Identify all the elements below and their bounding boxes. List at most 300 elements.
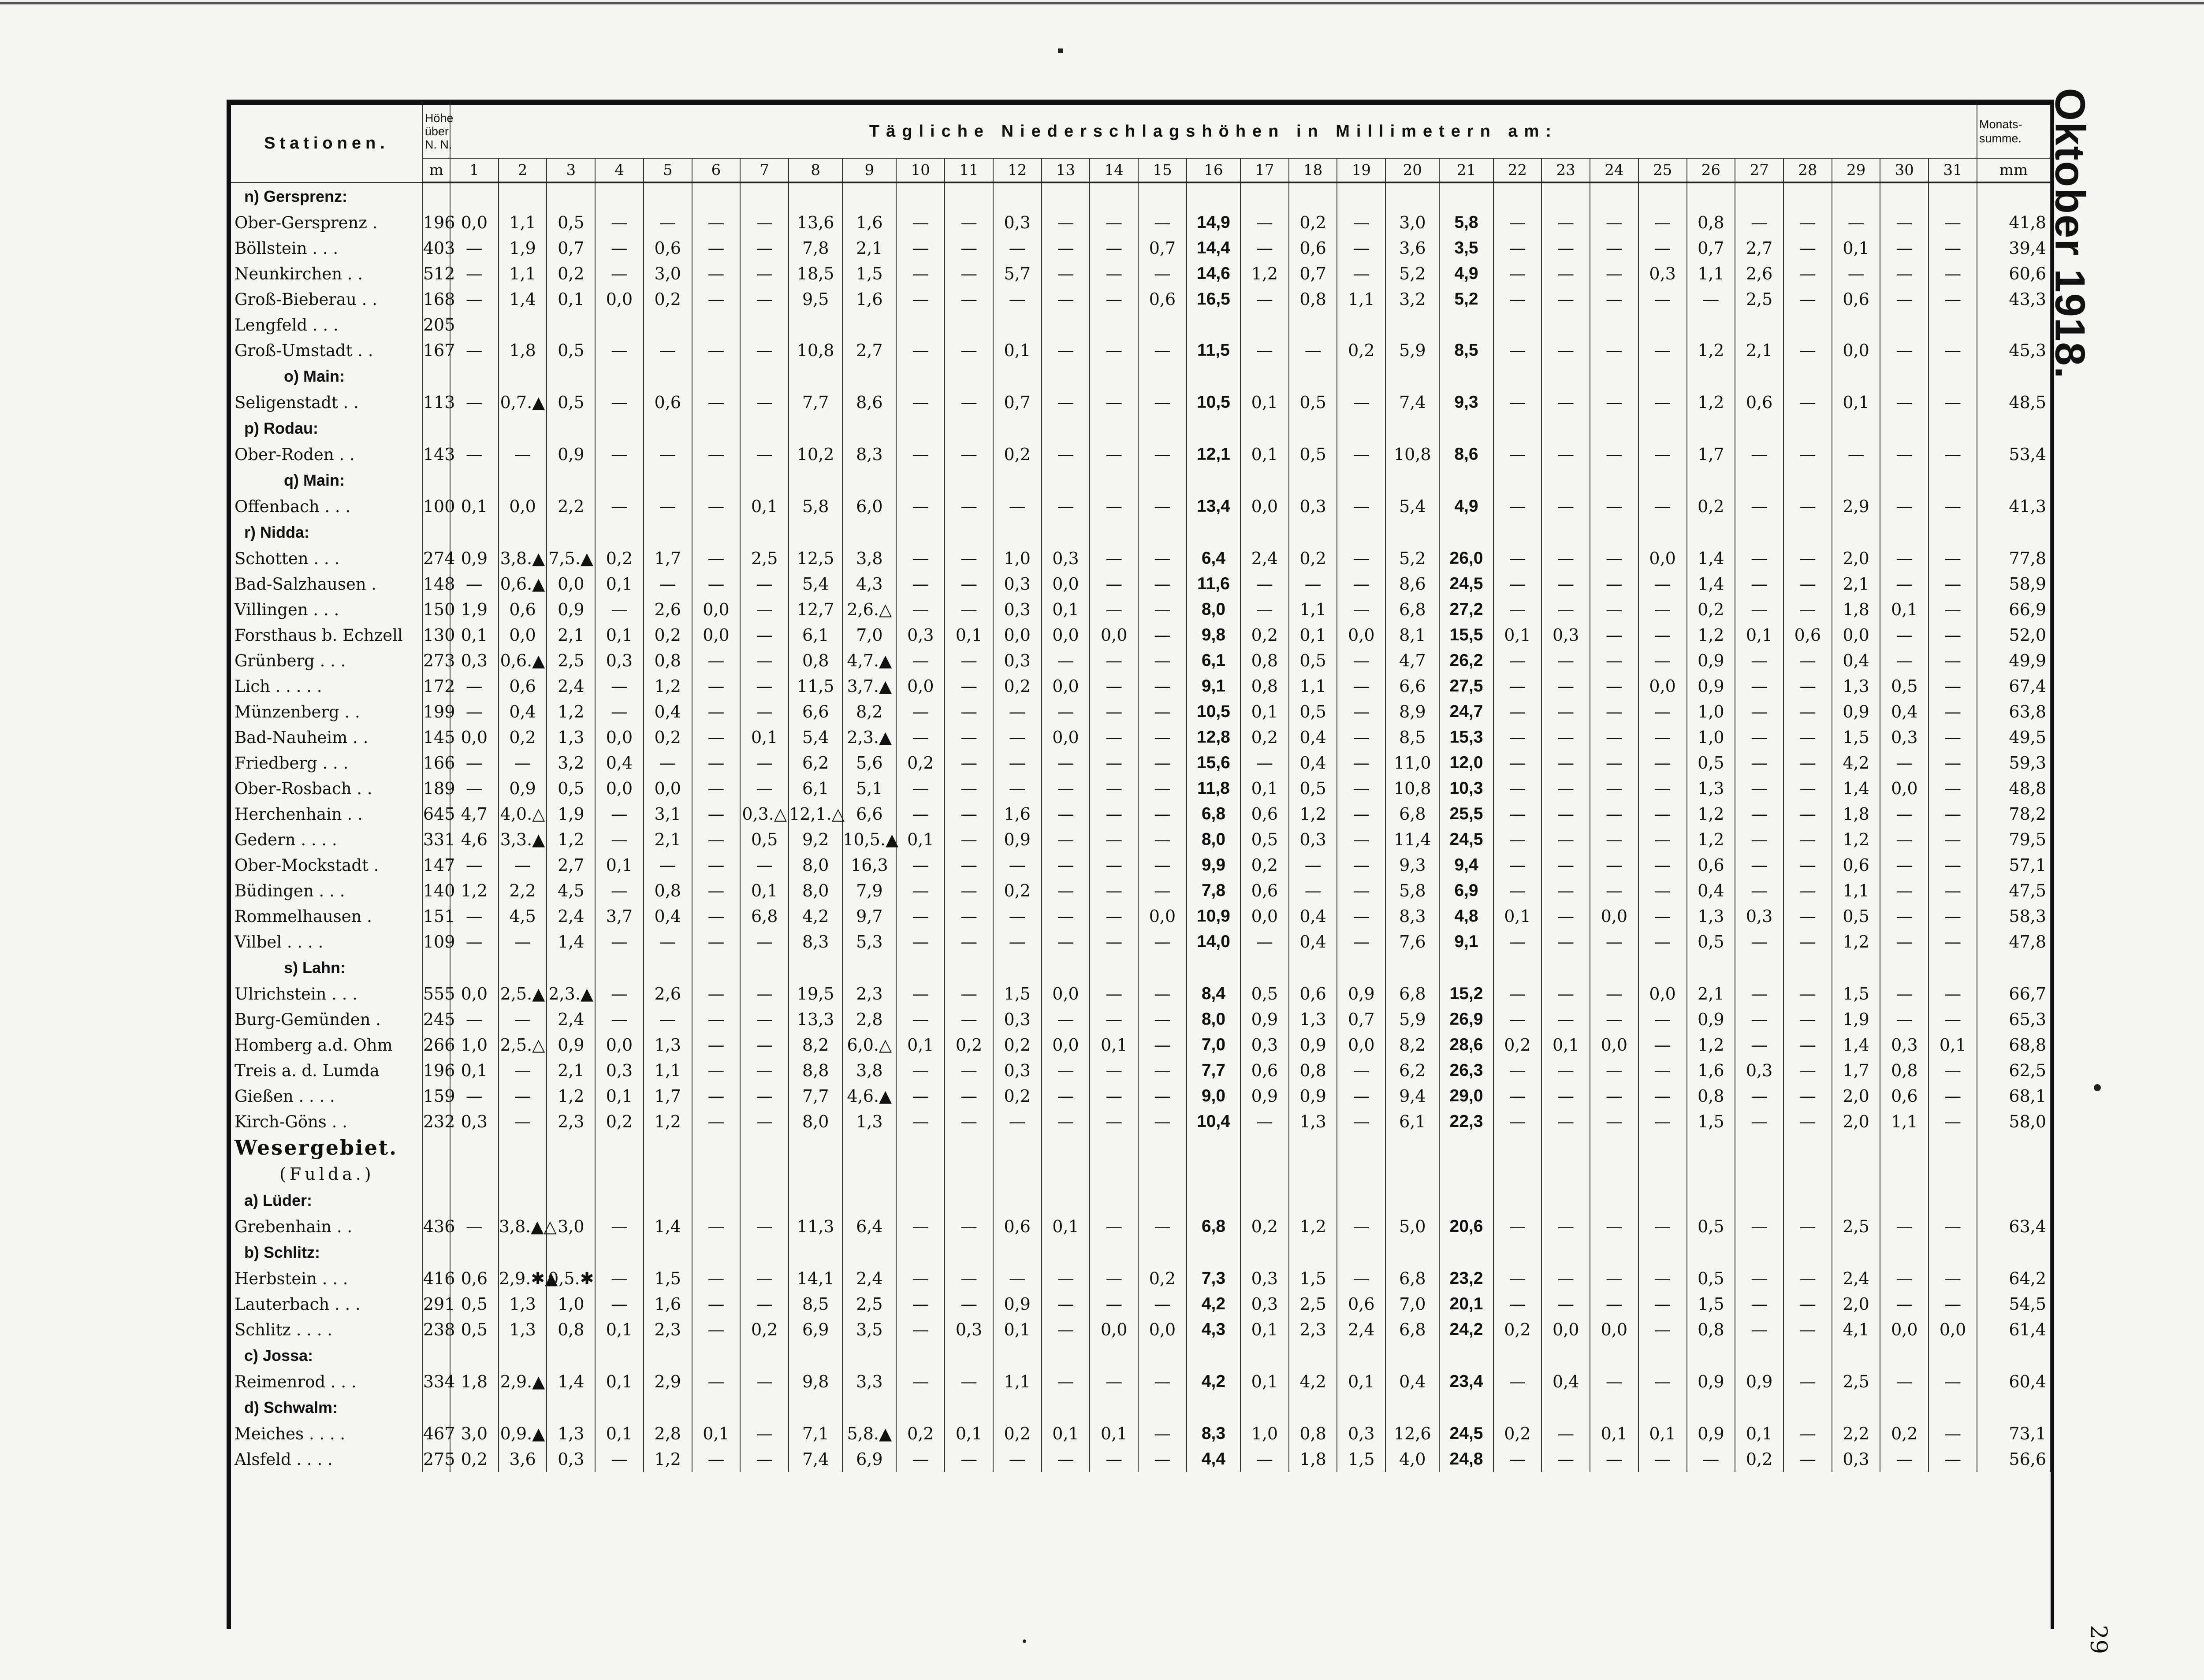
rainfall-cell: — xyxy=(1590,1007,1638,1032)
rainfall-cell: — xyxy=(993,286,1042,312)
rainfall-cell: 2,1 xyxy=(1832,571,1880,597)
rainfall-cell: — xyxy=(1638,1214,1687,1239)
rainfall-cell: — xyxy=(1541,546,1590,571)
rainfall-cell: 0,9 xyxy=(1687,673,1735,699)
station-row xyxy=(231,1317,2050,1342)
empty-cell xyxy=(450,955,499,981)
rainfall-cell: 2,0 xyxy=(1832,1109,1880,1134)
empty-cell xyxy=(450,1394,499,1421)
empty-cell xyxy=(1880,182,1928,210)
rainfall-cell: — xyxy=(1541,648,1590,673)
rainfall-cell: — xyxy=(1042,1317,1090,1342)
empty-cell xyxy=(547,415,595,442)
rainfall-cell: — xyxy=(1928,648,1977,673)
rainfall-cell: — xyxy=(1687,286,1735,312)
rainfall-cell: — xyxy=(1042,827,1090,852)
rainfall-cell: — xyxy=(450,286,499,312)
rainfall-cell: 1,2 xyxy=(1687,338,1735,363)
empty-cell xyxy=(1638,415,1687,442)
rainfall-cell: — xyxy=(993,852,1042,878)
rainfall-cell: — xyxy=(1090,1083,1138,1109)
empty-cell xyxy=(1687,467,1735,494)
empty-cell xyxy=(1240,955,1289,981)
station-name: Neunkirchen . . xyxy=(231,261,423,286)
rainfall-cell xyxy=(1687,312,1735,338)
station-name: Ober-Roden . . xyxy=(231,442,423,467)
rainfall-cell: — xyxy=(1541,699,1590,725)
table-header xyxy=(231,105,2050,182)
sum-unit: mm xyxy=(1977,158,2050,182)
empty-cell xyxy=(1687,955,1735,981)
rainfall-cell: — xyxy=(1880,622,1928,648)
rainfall-cell: — xyxy=(1590,546,1638,571)
station-name: Homberg a.d. Ohm xyxy=(231,1032,423,1058)
elevation-cell: 645 xyxy=(423,801,450,827)
rainfall-cell: — xyxy=(1832,261,1880,286)
day-header: 6 xyxy=(692,158,741,182)
rainfall-cell: — xyxy=(740,1109,789,1134)
rainfall-cell: 2,4 xyxy=(547,1007,595,1032)
empty-cell xyxy=(842,1342,896,1369)
rainfall-cell: — xyxy=(1090,776,1138,801)
rainfall-cell: 8,0 xyxy=(1187,597,1240,622)
rainfall-cell: — xyxy=(1735,750,1783,776)
rainfall-cell: — xyxy=(1138,878,1187,903)
empty-cell xyxy=(1832,1134,1880,1161)
rainfall-cell: — xyxy=(499,1058,547,1083)
empty-cell xyxy=(789,182,842,210)
empty-cell xyxy=(1385,519,1439,546)
rainfall-cell: 0,5 xyxy=(547,776,595,801)
rainfall-cell xyxy=(450,312,499,338)
rainfall-cell: — xyxy=(740,1007,789,1032)
rainfall-cell: 1,2 xyxy=(1289,1214,1337,1239)
rainfall-cell: — xyxy=(1638,286,1687,312)
rainfall-cell: — xyxy=(1928,1369,1977,1394)
rainfall-cell: — xyxy=(1090,235,1138,261)
rainfall-cell: 0,3 xyxy=(450,1109,499,1134)
rainfall-cell: 8,0 xyxy=(789,852,842,878)
rainfall-cell: — xyxy=(1638,648,1687,673)
rainfall-cell: 0,1 xyxy=(1240,776,1289,801)
rainfall-cell: — xyxy=(1880,1266,1928,1291)
rainfall-cell: 0,0 xyxy=(450,725,499,750)
rainfall-cell: — xyxy=(595,878,644,903)
rainfall-cell xyxy=(499,312,547,338)
empty-cell xyxy=(1977,519,2050,546)
rainfall-cell: — xyxy=(1493,673,1542,699)
rainfall-cell: — xyxy=(450,673,499,699)
rainfall-cell: — xyxy=(1138,648,1187,673)
rainfall-cell: 0,1 xyxy=(993,1317,1042,1342)
rainfall-cell: — xyxy=(595,390,644,415)
empty-cell xyxy=(450,467,499,494)
station-row xyxy=(231,1369,2050,1394)
rainfall-cell: 0,3 xyxy=(993,597,1042,622)
rainfall-cell: 0,3 xyxy=(1337,1421,1385,1446)
rainfall-cell: — xyxy=(1138,442,1187,467)
empty-cell xyxy=(993,182,1042,210)
rainfall-cell: 0,2 xyxy=(1687,494,1735,519)
rainfall-cell: — xyxy=(450,903,499,929)
monthly-sum-cell: 78,2 xyxy=(1977,801,2050,827)
rainfall-cell: — xyxy=(1138,338,1187,363)
empty-cell xyxy=(1439,1342,1493,1369)
empty-cell xyxy=(1880,1161,1928,1187)
rainfall-cell: 0,6 xyxy=(1289,981,1337,1007)
empty-cell xyxy=(1090,1239,1138,1266)
rainfall-cell: 0,3 xyxy=(1880,725,1928,750)
empty-cell xyxy=(1977,1134,2050,1161)
station-name: Rommelhausen . xyxy=(231,903,423,929)
rainfall-cell: — xyxy=(1783,442,1832,467)
rainfall-cell: 14,4 xyxy=(1187,235,1240,261)
empty-cell xyxy=(547,955,595,981)
scan-edge-mark xyxy=(0,2,2204,4)
rainfall-cell: — xyxy=(1735,571,1783,597)
rainfall-cell: 14,6 xyxy=(1187,261,1240,286)
empty-cell xyxy=(692,415,741,442)
rainfall-cell: 2,4 xyxy=(1240,546,1289,571)
empty-cell xyxy=(1928,467,1977,494)
station-row xyxy=(231,312,2050,338)
empty-cell xyxy=(1783,519,1832,546)
empty-cell xyxy=(1385,1134,1439,1161)
rainfall-cell: 0,3 xyxy=(993,210,1042,235)
rainfall-cell: — xyxy=(1735,494,1783,519)
empty-cell xyxy=(789,519,842,546)
rainfall-cell: 0,1 xyxy=(1090,1421,1138,1446)
empty-cell xyxy=(1385,363,1439,390)
rainfall-cell: — xyxy=(896,338,945,363)
rainfall-cell: — xyxy=(896,1317,945,1342)
empty-cell xyxy=(1337,519,1385,546)
rainfall-cell: 0,6.▲ xyxy=(499,648,547,673)
empty-cell xyxy=(499,415,547,442)
rainfall-cell: — xyxy=(595,261,644,286)
station-name: Forsthaus b. Echzell xyxy=(231,622,423,648)
rainfall-cell: — xyxy=(1590,699,1638,725)
elevation-cell: 334 xyxy=(423,1369,450,1394)
empty-cell xyxy=(1783,1394,1832,1421)
rainfall-cell: — xyxy=(1090,571,1138,597)
empty-cell xyxy=(1240,1187,1289,1214)
empty-cell xyxy=(1187,1187,1240,1214)
empty-cell xyxy=(1541,415,1590,442)
rainfall-cell: 2,5.▲ xyxy=(499,981,547,1007)
rainfall-cell: 0,9 xyxy=(1687,1369,1735,1394)
rainfall-cell: — xyxy=(1493,494,1542,519)
rainfall-cell: — xyxy=(1880,1291,1928,1317)
empty-cell xyxy=(1439,363,1493,390)
empty-cell xyxy=(450,1187,499,1214)
rainfall-cell: — xyxy=(896,571,945,597)
day-header: 9 xyxy=(842,158,896,182)
rainfall-cell xyxy=(1337,312,1385,338)
rainfall-cell: — xyxy=(740,750,789,776)
rainfall-cell: — xyxy=(1337,699,1385,725)
elevation-cell: 166 xyxy=(423,750,450,776)
empty-cell xyxy=(1090,955,1138,981)
rainfall-cell xyxy=(1138,312,1187,338)
rainfall-cell: 1,6 xyxy=(842,286,896,312)
rainfall-cell: 18,5 xyxy=(789,261,842,286)
rainfall-cell: 0,9 xyxy=(1289,1083,1337,1109)
station-row xyxy=(231,261,2050,286)
rainfall-cell: — xyxy=(1337,776,1385,801)
rainfall-cell: — xyxy=(1541,878,1590,903)
rainfall-cell: 5,4 xyxy=(789,571,842,597)
empty-cell xyxy=(1735,1134,1783,1161)
rainfall-cell: 2,6.△ xyxy=(842,597,896,622)
rainfall-cell: 2,9 xyxy=(1832,494,1880,519)
empty-cell xyxy=(1187,955,1240,981)
empty-cell xyxy=(789,1342,842,1369)
rainfall-cell: 4,0 xyxy=(1385,1446,1439,1472)
empty-cell xyxy=(1493,1134,1542,1161)
empty-cell xyxy=(945,1342,993,1369)
rainfall-cell: 2,9.▲ xyxy=(499,1369,547,1394)
rainfall-cell: — xyxy=(740,1083,789,1109)
rainfall-cell: 2,9.✱▲ xyxy=(499,1266,547,1291)
rainfall-cell: 3,7.▲ xyxy=(842,673,896,699)
rainfall-cell: 20,6 xyxy=(1439,1214,1493,1239)
rainfall-cell: 0,8 xyxy=(1687,1083,1735,1109)
rainfall-cell: 0,2 xyxy=(1493,1032,1542,1058)
rainfall-cell: 0,3 xyxy=(547,1446,595,1472)
rainfall-cell: — xyxy=(1541,1058,1590,1083)
empty-cell xyxy=(1735,467,1783,494)
rainfall-cell: — xyxy=(1928,827,1977,852)
rainfall-cell: — xyxy=(644,338,692,363)
rainfall-cell: — xyxy=(1880,390,1928,415)
rainfall-cell: 13,6 xyxy=(789,210,842,235)
empty-cell xyxy=(1783,1187,1832,1214)
rainfall-cell: — xyxy=(1493,852,1542,878)
rainfall-cell: — xyxy=(692,1007,741,1032)
empty-cell xyxy=(1590,1161,1638,1187)
empty-cell xyxy=(595,1187,644,1214)
rainfall-cell: — xyxy=(945,286,993,312)
rainfall-cell: 2,1 xyxy=(644,827,692,852)
rainfall-cell: — xyxy=(1493,571,1542,597)
rainfall-cell: 1,3 xyxy=(499,1317,547,1342)
rainfall-cell: — xyxy=(740,261,789,286)
station-row xyxy=(231,750,2050,776)
rainfall-cell: 0,3 xyxy=(993,571,1042,597)
rainfall-cell: — xyxy=(1590,929,1638,955)
river-group-label: d) Schwalm: xyxy=(231,1394,423,1421)
rainfall-cell: 0,1 xyxy=(1493,622,1542,648)
rainfall-cell: — xyxy=(1541,571,1590,597)
rainfall-cell: — xyxy=(945,571,993,597)
rainfall-cell: — xyxy=(740,673,789,699)
station-row xyxy=(231,494,2050,519)
station-name: Treis a. d. Lumda xyxy=(231,1058,423,1083)
rainfall-cell: — xyxy=(595,338,644,363)
rainfall-cell: — xyxy=(740,699,789,725)
rainfall-cell: 0,6.▲ xyxy=(499,571,547,597)
empty-cell xyxy=(692,955,741,981)
rainfall-cell: 0,1 xyxy=(740,725,789,750)
rainfall-cell: — xyxy=(1138,571,1187,597)
empty-cell xyxy=(644,519,692,546)
empty-cell xyxy=(842,1187,896,1214)
rainfall-cell: — xyxy=(1090,494,1138,519)
rainfall-cell: — xyxy=(1042,750,1090,776)
rainfall-cell: 8,0 xyxy=(789,1109,842,1134)
empty-cell xyxy=(1042,363,1090,390)
rainfall-cell: — xyxy=(945,1266,993,1291)
rainfall-cell: 1,8 xyxy=(450,1369,499,1394)
empty-cell xyxy=(789,955,842,981)
rainfall-cell: — xyxy=(993,750,1042,776)
rainfall-cell: — xyxy=(692,1266,741,1291)
rainfall-cell: — xyxy=(1138,1421,1187,1446)
rainfall-cell: 0,9 xyxy=(1735,1369,1783,1394)
rainfall-cell: — xyxy=(896,1214,945,1239)
rainfall-cell: 2,5 xyxy=(1832,1214,1880,1239)
rainfall-cell: 26,2 xyxy=(1439,648,1493,673)
empty-cell xyxy=(644,363,692,390)
rainfall-cell: 1,3 xyxy=(1687,776,1735,801)
empty-cell xyxy=(1042,415,1090,442)
rainfall-cell: 5,7 xyxy=(993,261,1042,286)
empty-cell xyxy=(547,1394,595,1421)
rainfall-cell: 2,5 xyxy=(1735,286,1783,312)
rainfall-cell: — xyxy=(595,1291,644,1317)
rainfall-cell: — xyxy=(644,750,692,776)
rainfall-cell: — xyxy=(1928,981,1977,1007)
rainfall-cell: 6,4 xyxy=(842,1214,896,1239)
elevation-cell: 148 xyxy=(423,571,450,597)
rainfall-cell: — xyxy=(896,1058,945,1083)
rainfall-cell: 1,3 xyxy=(547,725,595,750)
empty-cell xyxy=(896,1161,945,1187)
rainfall-cell: 20,1 xyxy=(1439,1291,1493,1317)
empty-cell xyxy=(1385,1394,1439,1421)
rainfall-cell: 2,3.▲ xyxy=(547,981,595,1007)
rainfall-cell: — xyxy=(1541,1109,1590,1134)
empty-cell xyxy=(644,467,692,494)
monthly-sum-cell: 64,2 xyxy=(1977,1266,2050,1291)
rainfall-cell: — xyxy=(1638,1369,1687,1394)
rainfall-cell: — xyxy=(945,210,993,235)
empty-cell xyxy=(1138,1239,1187,1266)
rainfall-cell: 6,6 xyxy=(842,801,896,827)
rainfall-cell: — xyxy=(595,235,644,261)
rainfall-cell: — xyxy=(1928,750,1977,776)
rainfall-cell: 1,4 xyxy=(1687,546,1735,571)
rainfall-cell: 0,6 xyxy=(499,673,547,699)
rainfall-cell: 4,9 xyxy=(1439,494,1493,519)
rainfall-cell: — xyxy=(1928,725,1977,750)
rainfall-cell: — xyxy=(1042,1007,1090,1032)
empty-cell xyxy=(1439,182,1493,210)
rainfall-cell: — xyxy=(1638,699,1687,725)
rainfall-cell: — xyxy=(595,801,644,827)
rainfall-cell: 4,4 xyxy=(1187,1446,1240,1472)
rainfall-cell xyxy=(993,312,1042,338)
empty-cell xyxy=(1289,1394,1337,1421)
rainfall-cell: 5,4 xyxy=(789,725,842,750)
rainfall-cell: — xyxy=(1042,286,1090,312)
elevation-cell: 273 xyxy=(423,648,450,673)
rainfall-cell: — xyxy=(1928,1291,1977,1317)
empty-cell xyxy=(1240,363,1289,390)
rainfall-cell: 9,3 xyxy=(1439,390,1493,415)
empty-cell xyxy=(896,363,945,390)
rainfall-cell: 1,2 xyxy=(1687,622,1735,648)
empty-cell xyxy=(789,363,842,390)
rainfall-cell: 1,8 xyxy=(1289,1446,1337,1472)
empty-cell xyxy=(1187,182,1240,210)
rainfall-cell: — xyxy=(450,699,499,725)
elevation-cell: 172 xyxy=(423,673,450,699)
elevation-cell: 113 xyxy=(423,390,450,415)
rainfall-cell: — xyxy=(1493,750,1542,776)
scan-dot xyxy=(1058,48,1063,53)
empty-cell xyxy=(1977,182,2050,210)
day-header: 11 xyxy=(945,158,993,182)
rainfall-cell: 0,2 xyxy=(1240,725,1289,750)
rainfall-cell: — xyxy=(1337,903,1385,929)
elevation-cell: 205 xyxy=(423,312,450,338)
rainfall-cell: — xyxy=(945,750,993,776)
rainfall-cell: 0,8 xyxy=(1687,1317,1735,1342)
rainfall-cell: — xyxy=(896,597,945,622)
rainfall-cell: 0,4 xyxy=(1832,648,1880,673)
station-row xyxy=(231,1007,2050,1032)
rainfall-cell: 0,0 xyxy=(1928,1317,1977,1342)
station-name: Seligenstadt . . xyxy=(231,390,423,415)
rainfall-cell: 9,5 xyxy=(789,286,842,312)
monthly-sum-cell: 45,3 xyxy=(1977,338,2050,363)
rainfall-cell: 3,1 xyxy=(644,801,692,827)
rainfall-cell: 0,8 xyxy=(1880,1058,1928,1083)
rainfall-cell: 3,7 xyxy=(595,903,644,929)
empty-cell xyxy=(1187,1161,1240,1187)
empty-cell xyxy=(450,1342,499,1369)
rainfall-cell: 0,6 xyxy=(1880,1083,1928,1109)
rainfall-cell: 7,1 xyxy=(789,1421,842,1446)
rainfall-cell: — xyxy=(644,571,692,597)
rainfall-cell: 6,9 xyxy=(789,1317,842,1342)
rainfall-cell: 12,0 xyxy=(1439,750,1493,776)
rainfall-cell: 0,1 xyxy=(740,878,789,903)
empty-cell xyxy=(1977,1342,2050,1369)
elevation-cell: 275 xyxy=(423,1446,450,1472)
rainfall-cell: 9,1 xyxy=(1439,929,1493,955)
rainfall-cell: 8,5 xyxy=(1385,725,1439,750)
rainfall-cell: — xyxy=(1042,903,1090,929)
day-header: 19 xyxy=(1337,158,1385,182)
rainfall-cell: 0,2 xyxy=(1735,1446,1783,1472)
rainfall-cell: 5,1 xyxy=(842,776,896,801)
rainfall-cell: — xyxy=(692,1317,741,1342)
empty-cell xyxy=(1783,1134,1832,1161)
rainfall-cell: 19,5 xyxy=(789,981,842,1007)
rainfall-cell: 2,5 xyxy=(1289,1291,1337,1317)
empty-cell xyxy=(450,1239,499,1266)
rainfall-cell: — xyxy=(1337,1266,1385,1291)
rainfall-cell: 11,5 xyxy=(1187,338,1240,363)
rainfall-cell: 1,0 xyxy=(1240,1421,1289,1446)
empty-cell xyxy=(740,519,789,546)
empty-cell xyxy=(1735,1342,1783,1369)
empty-cell xyxy=(423,1239,450,1266)
rainfall-cell: — xyxy=(450,776,499,801)
